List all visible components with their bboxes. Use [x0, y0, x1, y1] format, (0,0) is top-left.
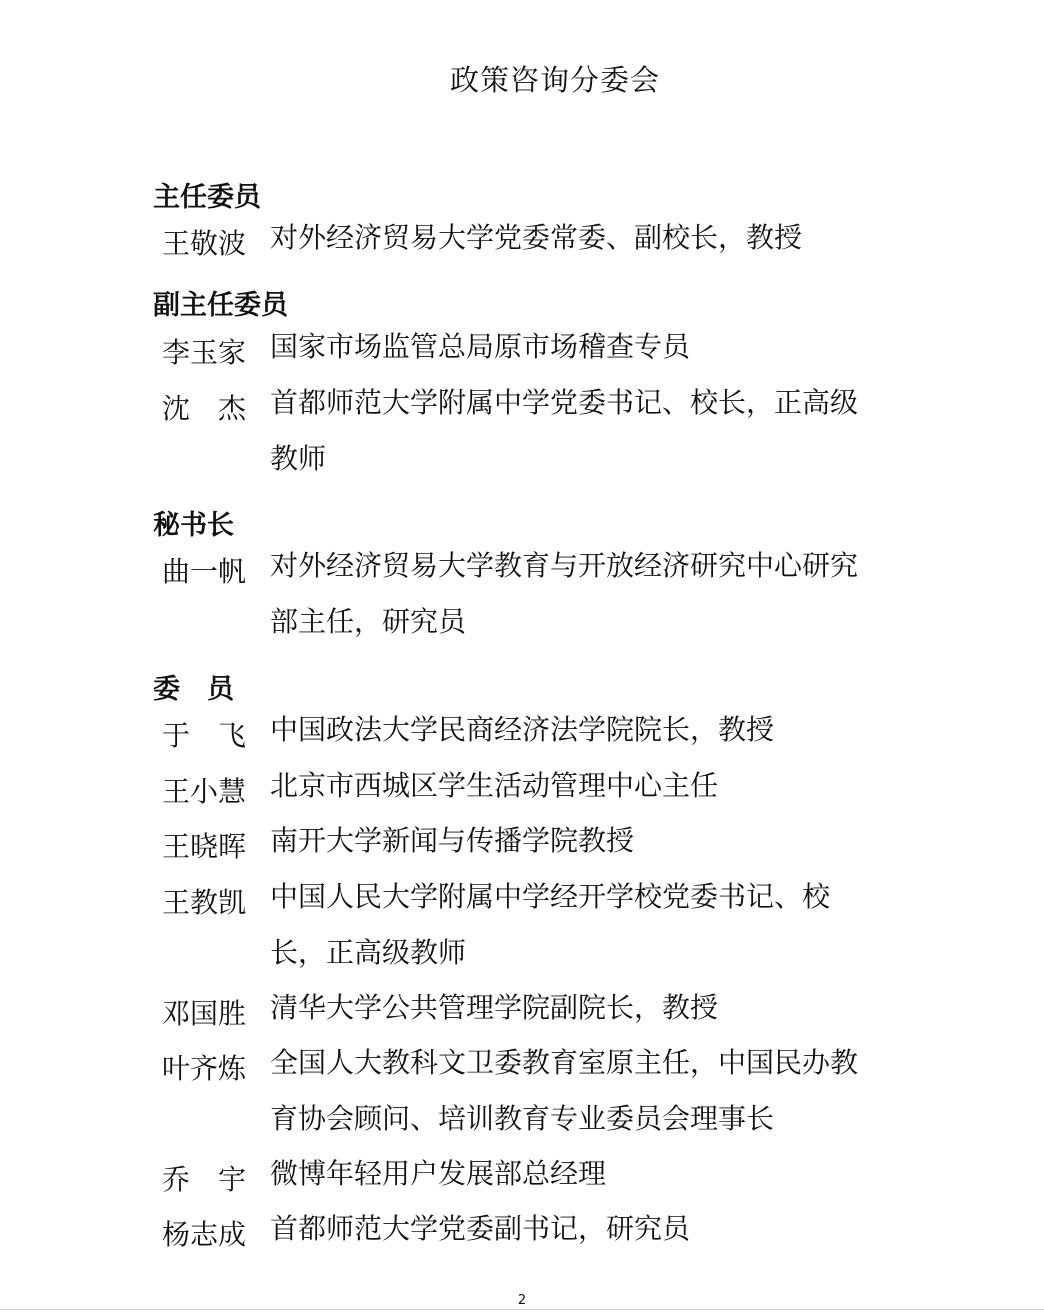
member-description: 首都师范大学党委副书记，研究员: [270, 1212, 691, 1245]
member-name: 王教凯: [162, 886, 247, 919]
member-description: 首都师范大学附属中学党委书记、校长，正高级教师: [270, 386, 859, 475]
member-name: 于 飞: [162, 719, 247, 752]
section-heading-members: 委 员: [153, 674, 234, 705]
member-name: 叶齐炼: [162, 1052, 247, 1085]
page-title: 政策咨询分委会: [449, 63, 660, 97]
member-description: 清华大学公共管理学院副院长，教授: [270, 991, 719, 1024]
member-description: 中国人民大学附属中学经开学校党委书记、校长，正高级教师: [270, 880, 831, 969]
member-name: 沈 杰: [162, 392, 247, 425]
member-name: 曲一帆: [162, 555, 247, 588]
member-name: 王敬波: [162, 227, 247, 260]
member-name: 乔 宇: [162, 1163, 247, 1196]
page-number: 2: [517, 1293, 527, 1308]
member-name: 王晓晖: [162, 830, 247, 863]
section-heading-secretary-general: 秘书长: [153, 510, 234, 541]
member-description: 全国人大教科文卫委教育室原主任，中国民办教育协会顾问、培训教育专业委员会理事长: [270, 1046, 859, 1135]
member-name: 王小慧: [162, 775, 247, 808]
section-heading-deputy-director: 副主任委员: [153, 290, 288, 321]
member-description: 中国政法大学民商经济法学院院长，教授: [270, 713, 775, 746]
member-description: 微博年轻用户发展部总经理: [270, 1157, 607, 1190]
member-description: 北京市西城区学生活动管理中心主任: [270, 769, 719, 802]
section-heading-director: 主任委员: [153, 182, 261, 213]
member-description: 国家市场监管总局原市场稽查专员: [270, 330, 691, 363]
member-description: 对外经济贸易大学党委常委、副校长，教授: [270, 221, 803, 254]
member-name: 邓国胜: [162, 997, 247, 1030]
member-description: 南开大学新闻与传播学院教授: [270, 824, 635, 857]
member-name: 李玉家: [162, 336, 247, 369]
member-description: 对外经济贸易大学教育与开放经济研究中心研究部主任，研究员: [270, 549, 859, 638]
page-bottom-divider: [0, 1309, 1044, 1310]
member-name: 杨志成: [162, 1218, 247, 1251]
